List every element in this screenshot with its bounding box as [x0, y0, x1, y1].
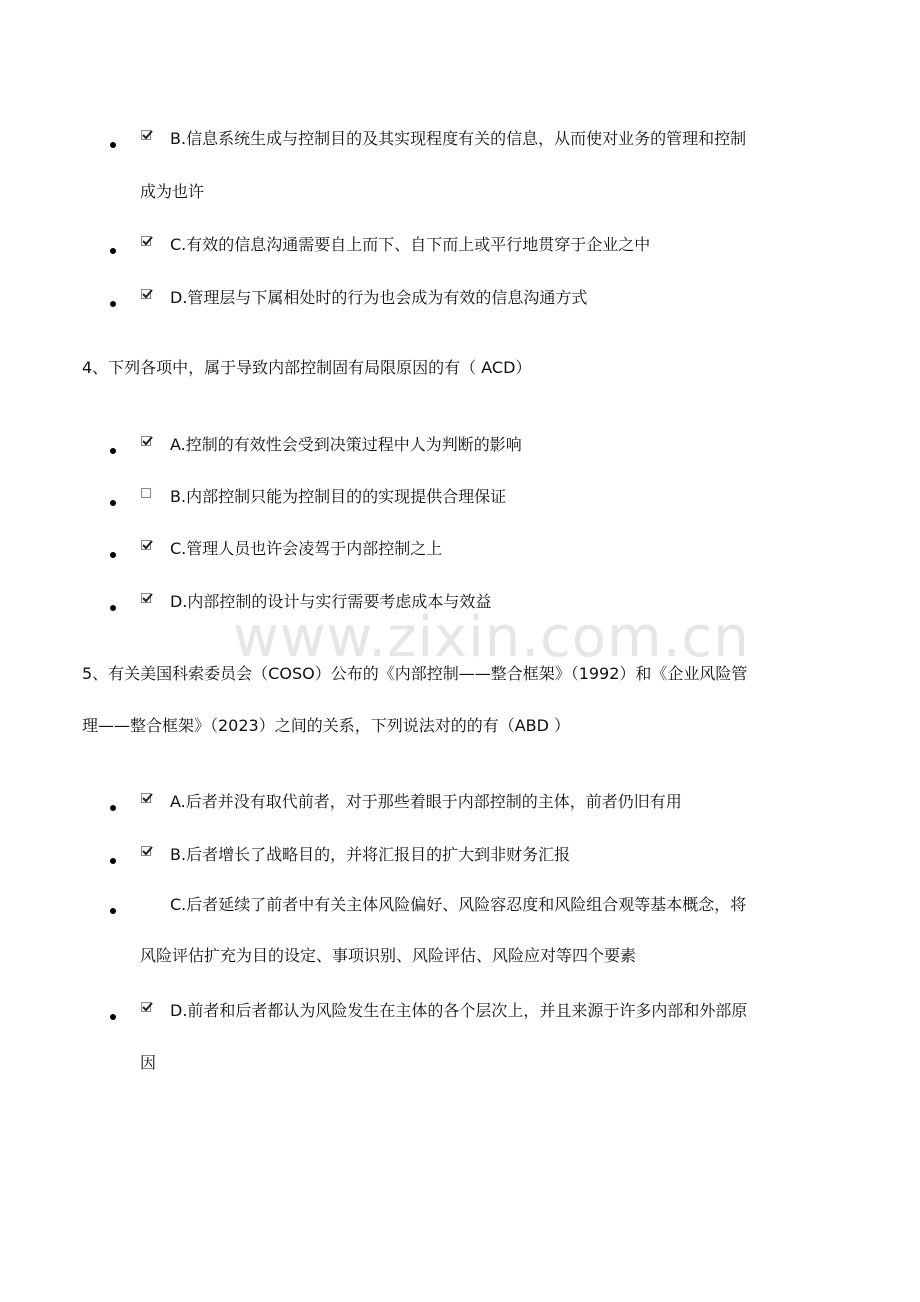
bullet — [110, 500, 116, 506]
checkbox-checked-icon[interactable] — [141, 436, 151, 446]
option-text: D.内部控制的设计与实行需要考虑成本与效益 — [170, 592, 492, 611]
checkbox-checked-icon[interactable] — [141, 793, 151, 803]
option-text: A.控制的有效性会受到决策过程中人为判断的影响 — [170, 435, 522, 454]
bullet — [110, 301, 116, 307]
bullet — [110, 858, 116, 864]
bullet — [110, 605, 116, 611]
question-5-line2: 理——整合框架》（2023）之间的关系，下列说法对的的有（ABD ） — [82, 716, 571, 735]
bullet — [110, 805, 116, 811]
watermark: www.zixin.com.cn — [233, 605, 750, 670]
option-text: B.后者增长了战略目的，并将汇报目的扩大到非财务汇报 — [170, 845, 571, 864]
bullet — [110, 248, 116, 254]
checkbox-checked-icon[interactable] — [141, 289, 151, 299]
option-text-continued: 风险评估扩充为目的设定、事项识别、风险评估、风险应对等四个要素 — [140, 946, 637, 965]
question-4: 4、下列各项中，属于导致内部控制固有局限原因的有（ ACD） — [82, 358, 532, 377]
bullet — [110, 448, 116, 454]
checkbox-checked-icon[interactable] — [141, 593, 151, 603]
bullet — [110, 908, 116, 914]
option-text: A.后者并没有取代前者，对于那些着眼于内部控制的主体，前者仍旧有用 — [170, 792, 682, 811]
checkbox-checked-icon[interactable] — [141, 1002, 151, 1012]
bullet — [110, 1014, 116, 1020]
bullet — [110, 142, 116, 148]
checkbox-unchecked-icon[interactable] — [141, 488, 151, 498]
option-text: B.信息系统生成与控制目的及其实现程度有关的信息，从而使对业务的管理和控制 — [170, 129, 747, 148]
checkbox-checked-icon[interactable] — [141, 130, 151, 140]
option-text: D.管理层与下属相处时的行为也会成为有效的信息沟通方式 — [170, 288, 588, 307]
bullet — [110, 552, 116, 558]
option-text-continued: 成为也许 — [140, 182, 205, 201]
option-text: D.前者和后者都认为风险发生在主体的各个层次上，并且来源于许多内部和外部原 — [170, 1001, 748, 1020]
checkbox-checked-icon[interactable] — [141, 846, 151, 856]
checkbox-checked-icon[interactable] — [141, 236, 151, 246]
option-text: C.有效的信息沟通需要自上而下、自下而上或平行地贯穿于企业之中 — [170, 235, 651, 254]
option-text-continued: 因 — [140, 1053, 157, 1072]
option-text: C.管理人员也许会凌驾于内部控制之上 — [170, 539, 443, 558]
question-5-line1: 5、有关美国科索委员会（COSO）公布的《内部控制——整合框架》（1992）和《企业风险管 — [82, 664, 748, 683]
checkbox-checked-icon[interactable] — [141, 540, 151, 550]
option-text: B.内部控制只能为控制目的的实现提供合理保证 — [170, 487, 507, 506]
option-text: C.后者延续了前者中有关主体风险偏好、风险容忍度和风险组合观等基本概念，将 — [170, 895, 747, 914]
